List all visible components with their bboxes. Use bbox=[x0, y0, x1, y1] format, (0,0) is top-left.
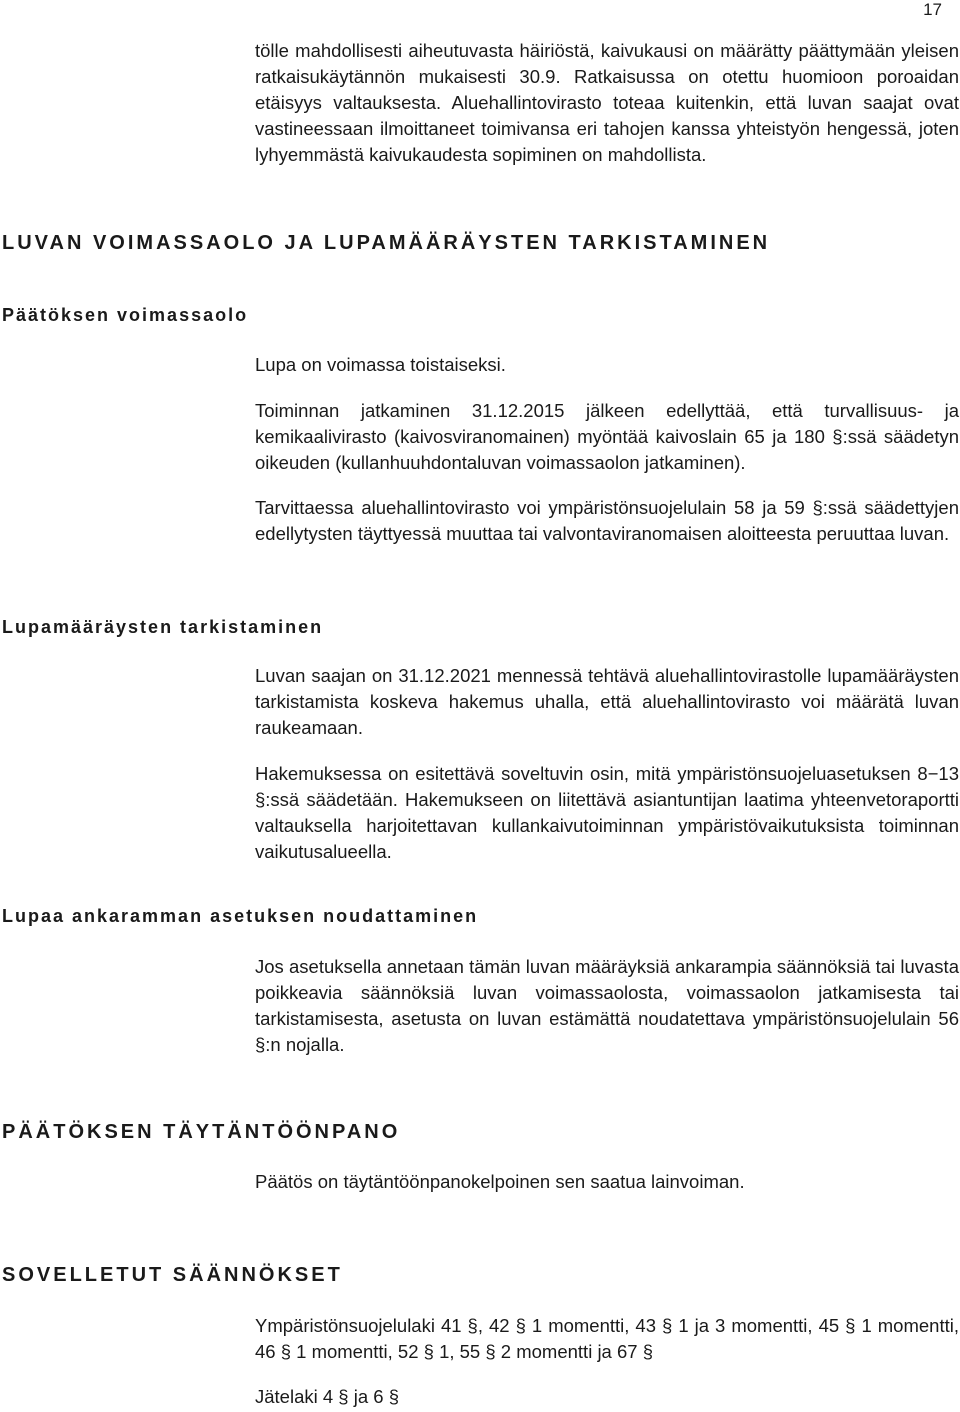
paragraph-provisions-2: Jätelaki 4 § ja 6 § bbox=[255, 1386, 399, 1407]
paragraph-validity-3: Tarvittaessa aluehallintovirasto voi ympäristönsuojelulain 58 ja 59 §:ssä säädettyjen edellytysten täyttyessä muuttaa tai valvontaviranomaisen aloitteesta peruuttaa luvan. bbox=[255, 497, 959, 544]
page-number: 17 bbox=[923, 0, 942, 19]
paragraph-provisions-1: Ympäristönsuojelulaki 41 §, 42 § 1 momentti, 43 § 1 ja 3 momentti, 45 § 1 momentti, 46 § 1 momentti, 52 § 1, 55 § 2 momentti ja 67 § bbox=[255, 1315, 959, 1362]
section-heading-enforcement: PÄÄTÖKSEN TÄYTÄNTÖÖNPANO bbox=[2, 1121, 401, 1143]
section-heading-provisions: SOVELLETUT SÄÄNNÖKSET bbox=[2, 1264, 343, 1286]
paragraph-enforcement: Päätös on täytäntöönpanokelpoinen sen saatua lainvoiman. bbox=[255, 1171, 745, 1192]
subheading-permit-review: Lupamääräysten tarkistaminen bbox=[2, 617, 324, 637]
section-heading-validity: LUVAN VOIMASSAOLO JA LUPAMÄÄRÄYSTEN TARKISTAMINEN bbox=[2, 232, 771, 254]
subheading-stricter-regulation: Lupaa ankaramman asetuksen noudattaminen bbox=[2, 906, 479, 926]
subheading-decision-validity: Päätöksen voimassaolo bbox=[2, 305, 249, 325]
intro-paragraph: tölle mahdollisesti aiheutuvasta häiriöstä, kaivukausi on määrätty päättymään yleisen ratkaisukäytännön mukaisesti 30.9. Ratkaisussa on otettu huomioon poroaidan etäisyys valtauksesta. Aluehallintovirasto toteaa kuitenkin, että luvan saajat ovat vastineessaan ilmoittaneet toimivansa eri tahojen kanssa yhteistyön hengessä, joten lyhyemmästä kaivukaudesta sopiminen on mahdollista. bbox=[255, 40, 959, 165]
paragraph-review-2: Hakemuksessa on esitettävä soveltuvin osin, mitä ympäristönsuojeluasetuksen 8−13 §:ssä säädetään. Hakemukseen on liitettävä asiantuntijan laatima yhteenvetoraportti valtauksella harjoitettavan kullankaivutoiminnan ympäristövaikutuksista toiminnan vaikutusalueella. bbox=[255, 763, 959, 862]
paragraph-stricter-1: Jos asetuksella annetaan tämän luvan määräyksiä ankarampia säännöksiä tai luvasta poikkeavia säännöksiä luvan voimassaolosta, voimassaolon jatkamisesta tai tarkistamisesta, asetusta on luvan estämättä noudatettava ympäristönsuojelulain 56 §:n nojalla. bbox=[255, 956, 959, 1055]
paragraph-validity-1: Lupa on voimassa toistaiseksi. bbox=[255, 354, 506, 375]
paragraph-review-1: Luvan saajan on 31.12.2021 mennessä tehtävä aluehallintovirastolle lupamääräysten tarkistamista koskeva hakemus uhalla, että aluehallintovirasto voi määrätä luvan raukeamaan. bbox=[255, 665, 959, 738]
paragraph-validity-2: Toiminnan jatkaminen 31.12.2015 jälkeen edellyttää, että turvallisuus- ja kemikaalivirasto (kaivosviranomainen) myöntää kaivoslain 65 ja 180 §:ssä säädetyn oikeuden (kullanhuuhdontaluvan voimassaolon jatkaminen). bbox=[255, 400, 959, 473]
